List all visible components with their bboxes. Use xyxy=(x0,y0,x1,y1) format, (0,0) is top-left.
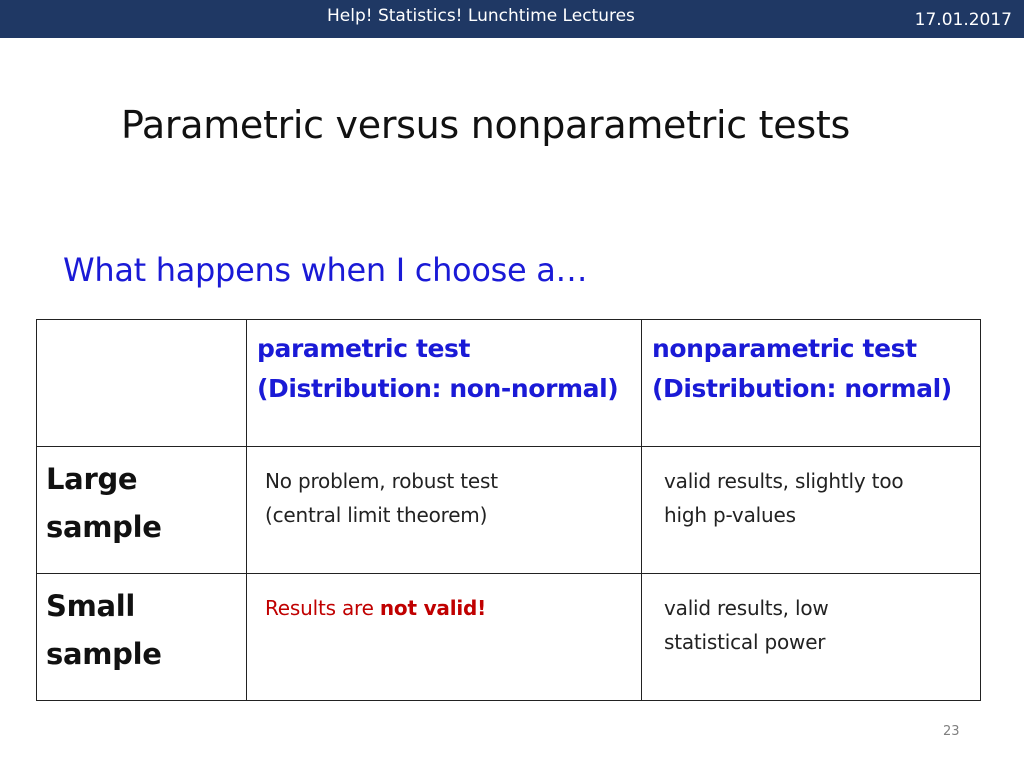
table-row-small-sample xyxy=(37,574,981,701)
column-header-parametric-text xyxy=(247,320,641,409)
cell-large-parametric-text xyxy=(247,447,641,532)
row-label-large-line2: sample xyxy=(46,510,162,544)
cell-large-nonparametric-text xyxy=(642,447,980,532)
table-corner-cell xyxy=(37,320,247,447)
slide-title: Parametric versus nonparametric tests xyxy=(121,103,850,147)
column-header-nonparametric xyxy=(642,320,981,447)
column-header-nonparametric-text xyxy=(642,320,980,409)
cell-large-parametric-line2: (central limit theorem) xyxy=(265,503,488,527)
row-label-small-line2: sample xyxy=(46,637,162,671)
cell-large-nonparametric-line2: high p-values xyxy=(664,503,796,527)
slide-subtitle: What happens when I choose a… xyxy=(63,251,588,289)
cell-large-parametric xyxy=(247,447,642,574)
header-title: Help! Statistics! Lunchtime Lectures xyxy=(327,6,635,26)
cell-large-nonparametric-line1: valid results, slightly too xyxy=(664,469,904,493)
comparison-table xyxy=(36,319,981,701)
row-label-large-line1: Large xyxy=(46,462,138,496)
cell-small-nonparametric-text xyxy=(642,574,980,659)
cell-small-nonparametric xyxy=(642,574,981,701)
header-bar xyxy=(0,0,1024,38)
column-header-nonparametric-line1: nonparametric test xyxy=(652,334,917,363)
row-label-cell-large xyxy=(37,447,247,574)
row-label-large xyxy=(37,447,246,551)
cell-small-parametric-text xyxy=(247,574,641,625)
table-row-large-sample xyxy=(37,447,981,574)
header-date: 17.01.2017 xyxy=(914,10,1012,30)
cell-small-parametric-emphasis: not valid! xyxy=(379,596,487,620)
column-header-parametric-line1: parametric test xyxy=(257,334,471,363)
cell-large-parametric-line1: No problem, robust test xyxy=(265,469,498,493)
column-header-parametric xyxy=(247,320,642,447)
row-label-small xyxy=(37,574,246,678)
page-number: 23 xyxy=(943,724,960,739)
column-header-parametric-line2: (Distribution: non-normal) xyxy=(257,374,619,403)
table-header-row xyxy=(37,320,981,447)
cell-large-nonparametric xyxy=(642,447,981,574)
cell-small-nonparametric-line1: valid results, low xyxy=(664,596,829,620)
column-header-nonparametric-line2: (Distribution: normal) xyxy=(652,374,952,403)
row-label-small-line1: Small xyxy=(46,589,136,623)
cell-small-parametric-prefix: Results are xyxy=(265,596,380,620)
row-label-cell-small xyxy=(37,574,247,701)
cell-small-parametric xyxy=(247,574,642,701)
cell-small-nonparametric-line2: statistical power xyxy=(664,630,826,654)
